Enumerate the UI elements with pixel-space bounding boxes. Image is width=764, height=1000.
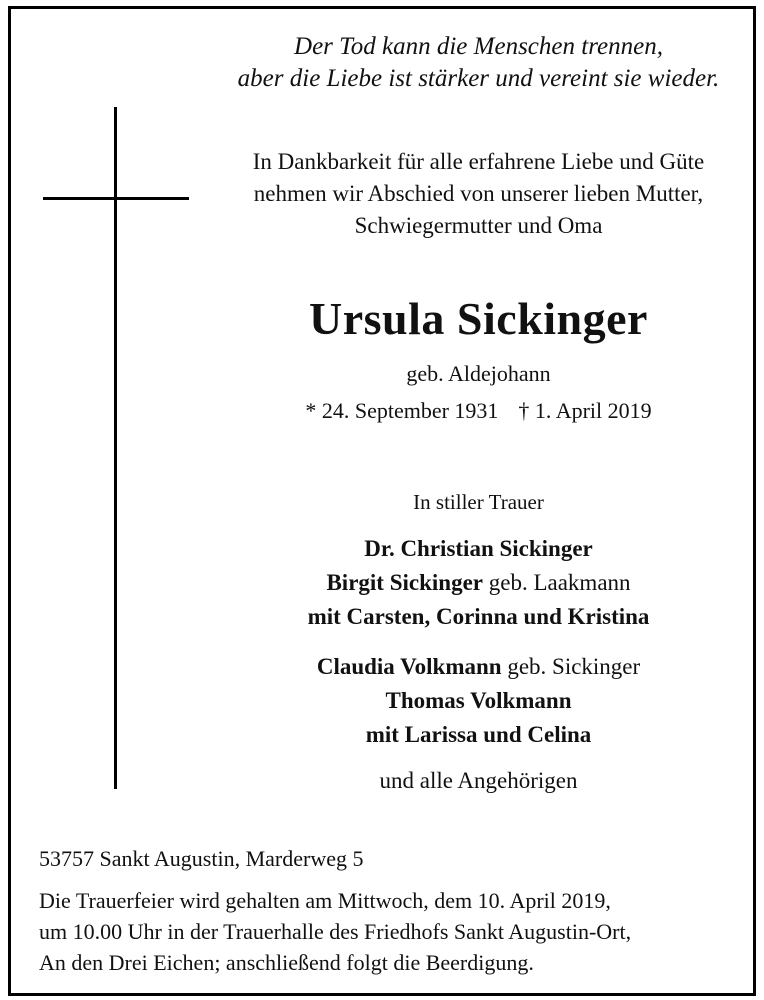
- cross-icon-vertical-bar: [114, 107, 117, 789]
- family-member: Thomas Volkmann: [385, 688, 572, 713]
- death-date: † 1. April 2019: [518, 398, 652, 423]
- family-member: [191, 650, 764, 684]
- address: 53757 Sankt Augustin, Marderweg 5: [39, 846, 364, 871]
- motto-line: aber die Liebe ist stärker und vereint sie wieder.: [237, 65, 720, 92]
- birth-name: geb. Aldejohann: [406, 361, 551, 386]
- family-group-1: [191, 532, 764, 634]
- mourners-intro: In stiller Trauer: [413, 490, 544, 514]
- family-member: Dr. Christian Sickinger: [364, 536, 593, 561]
- family-member-name: Claudia Volkmann: [316, 654, 502, 679]
- intro-text: [191, 146, 764, 242]
- birth-date: * 24. September 1931: [305, 398, 499, 423]
- motto-line: Der Tod kann die Menschen trennen,: [294, 33, 663, 60]
- intro-line: nehmen wir Abschied von unserer lieben Mutter,: [253, 181, 704, 206]
- family-children: mit Larissa und Celina: [365, 722, 592, 747]
- funeral-details: [39, 885, 759, 978]
- relatives-line: und alle Angehörigen: [379, 768, 578, 793]
- funeral-line: um 10.00 Uhr in der Trauerhalle des Friedhofs Sankt Augustin-Ort,: [39, 919, 632, 944]
- intro-line: Schwiegermutter und Oma: [354, 213, 603, 238]
- family-member-maiden-name: geb. Sickinger: [501, 654, 641, 679]
- funeral-line: An den Drei Eichen; anschließend folgt die Beerdigung.: [39, 950, 534, 975]
- deceased-name: Ursula Sickinger: [309, 293, 648, 344]
- family-member-name: Birgit Sickinger: [326, 570, 483, 595]
- family-children: mit Carsten, Corinna und Kristina: [307, 604, 650, 629]
- funeral-line: Die Trauerfeier wird gehalten am Mittwoch, dem 10. April 2019,: [39, 888, 611, 913]
- life-dates: [191, 396, 764, 426]
- family-group-2: [191, 650, 764, 752]
- obituary-frame: [8, 6, 756, 996]
- cross-icon-horizontal-bar: [43, 197, 189, 200]
- family-member-maiden-name: geb. Laakmann: [483, 570, 631, 595]
- intro-line: In Dankbarkeit für alle erfahrene Liebe und Güte: [252, 149, 705, 174]
- motto-quote: [191, 31, 764, 95]
- family-member: [191, 566, 764, 600]
